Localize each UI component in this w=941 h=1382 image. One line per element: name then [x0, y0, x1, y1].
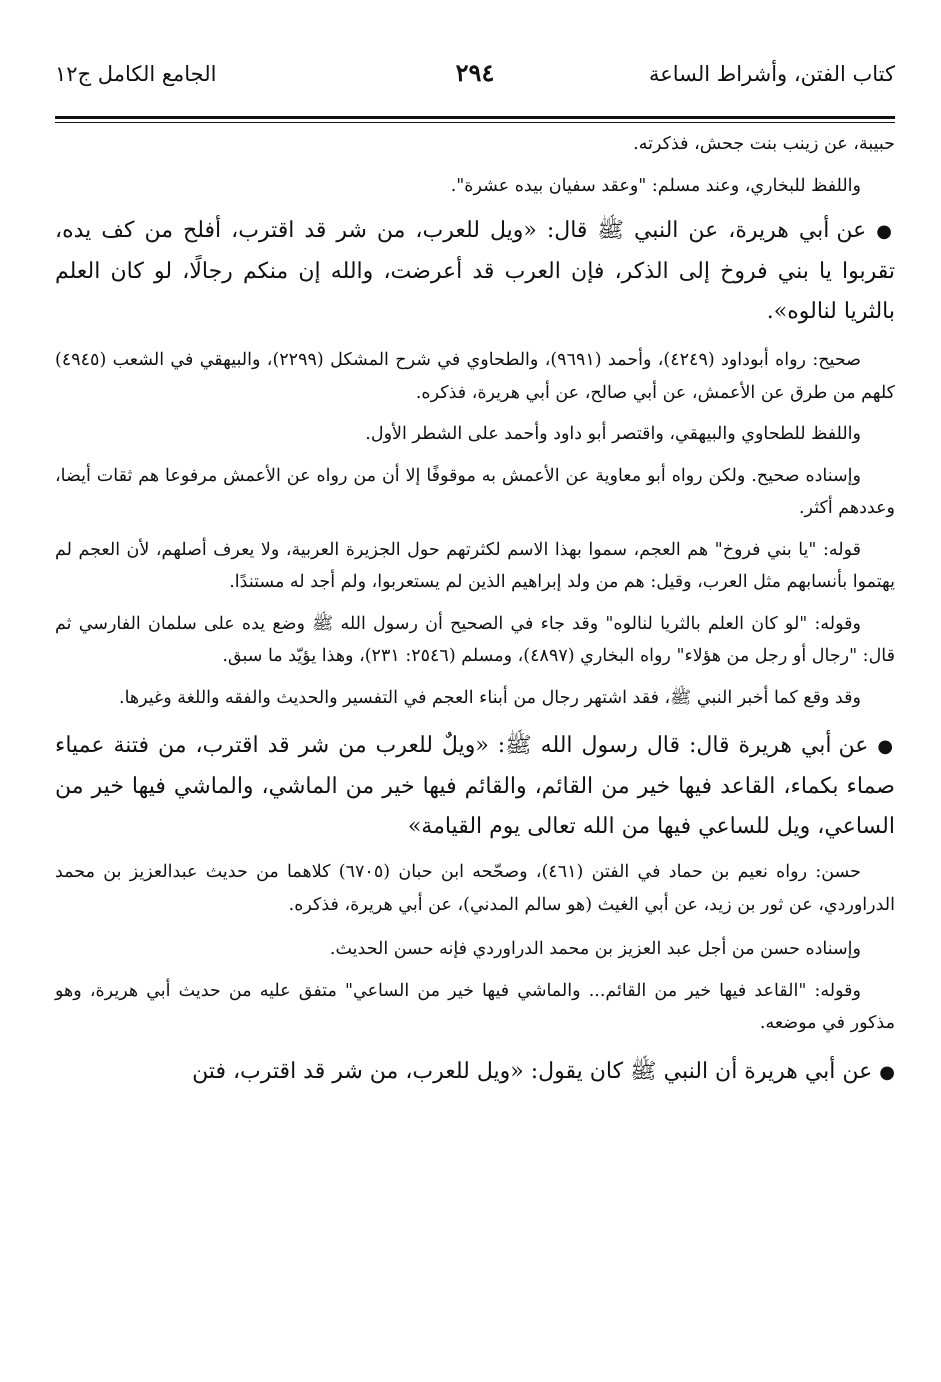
- takhrij-paragraph: صحيح: رواه أبوداود (٤٢٤٩)، وأحمد (٩٦٩١)، والطحاوي في شرح المشكل (٢٢٩٩)، والبيهقي في الشعب (٤٩٤٥) كلهم من طرق عن الأعمش، عن أبي صالح، عن أبي هريرة، فذكره.: [55, 350, 895, 403]
- commentary-paragraph: وقوله: "القاعد فيها خير من القائم... والماشي فيها خير من الساعي" متفق عليه من حديث أبي هريرة، وهو مذكور في موضعه.: [55, 980, 895, 1033]
- page-body: [55, 128, 895, 1093]
- header-rule-thick: [55, 116, 895, 119]
- hadith-paragraph: [55, 726, 895, 847]
- hadith-text: عن أبي هريرة قال: قال رسول الله ﷺ: «ويلٌ للعرب من شر قد اقترب، من فتنة عمياء صماء بكماء، القاعد فيها خير من القائم، والقائم فيها خير من الماشي، والماشي فيها خير من الساعي، ويل للساعي فيها من الله تعالى يوم القيامة»: [55, 733, 895, 839]
- bullet-icon: ●: [876, 221, 895, 242]
- page-number: ٢٩٤: [455, 58, 495, 87]
- takhrij-paragraph: حسن: رواه نعيم بن حماد في الفتن (٤٦١)، وصحّحه ابن حبان (٦٧٠٥) كلاهما من حديث عبدالعزيز بن محمد الدراوردي، عن ثور بن زيد، عن أبي الغيث (هو سالم المدني)، عن أبي هريرة، فذكره.: [55, 862, 895, 915]
- bullet-icon: ●: [879, 1061, 895, 1083]
- bullet-icon: ●: [877, 736, 895, 757]
- commentary-paragraph: حبيبة، عن زينب بنت جحش، فذكرته.: [633, 134, 895, 154]
- book-page: [55, 40, 895, 1084]
- page-header: [55, 40, 895, 96]
- commentary-paragraph: وقوله: "لو كان العلم بالثريا لنالوه" وقد جاء في الصحيح أن رسول الله ﷺ وضع يده على سلمان الفارسي ثم قال: "رجال أو رجل من هؤلاء" رواه البخاري (٤٨٩٧)، ومسلم (٢٥٤٦: ٢٣١)، وهذا يؤيّد ما سبق.: [55, 613, 895, 666]
- commentary-paragraph: وإسناده حسن من أجل عبد العزيز بن محمد الدراوردي فإنه حسن الحديث.: [329, 939, 861, 959]
- hadith-text: عن أبي هريرة أن النبي ﷺ كان يقول: «ويل للعرب، من شر قد اقترب، فتن: [192, 1058, 873, 1084]
- running-title-chapter: كتاب الفتن، وأشراط الساعة: [648, 62, 895, 86]
- commentary-paragraph: قوله: "يا بني فروخ" هم العجم، سموا بهذا الاسم لكثرتهم حول الجزيرة العربية، ولا يعرف أصلهم، لأن العجم لم يهتموا بأنسابهم مثل العرب، وقيل: هم من ولد إبراهيم الذين لم يستعربوا، ولم أجد له مستندًا.: [55, 539, 895, 592]
- commentary-paragraph: وإسناده صحيح. ولكن رواه أبو معاوية عن الأعمش به موقوفًا إلا أن من رواه عن الأعمش مرفوعا هم ثقات أيضا، وعددهم أكثر.: [55, 465, 895, 518]
- header-rule-thin: [55, 122, 895, 123]
- commentary-paragraph: وقد وقع كما أخبر النبي ﷺ، فقد اشتهر رجال من أبناء العجم في التفسير والحديث والفقه واللغة وغيرها.: [119, 687, 861, 708]
- hadith-paragraph: [55, 1052, 895, 1093]
- commentary-paragraph: واللفظ للبخاري، وعند مسلم: "وعقد سفيان بيده عشرة".: [450, 175, 861, 196]
- hadith-text: عن أبي هريرة، عن النبي ﷺ قال: «ويل للعرب، من شر قد اقترب، أفلح من كف يده، تقربوا يا بني فروخ إلى الذكر، فإن العرب قد أعرضت، والله إن منكم رجالًا، لو كان العلم بالثريا لنالوه».: [55, 218, 895, 324]
- commentary-paragraph: واللفظ للطحاوي والبيهقي، واقتصر أبو داود وأحمد على الشطر الأول.: [365, 424, 861, 444]
- running-title-book: الجامع الكامل ج١٢: [55, 62, 217, 86]
- hadith-paragraph: [55, 211, 895, 332]
